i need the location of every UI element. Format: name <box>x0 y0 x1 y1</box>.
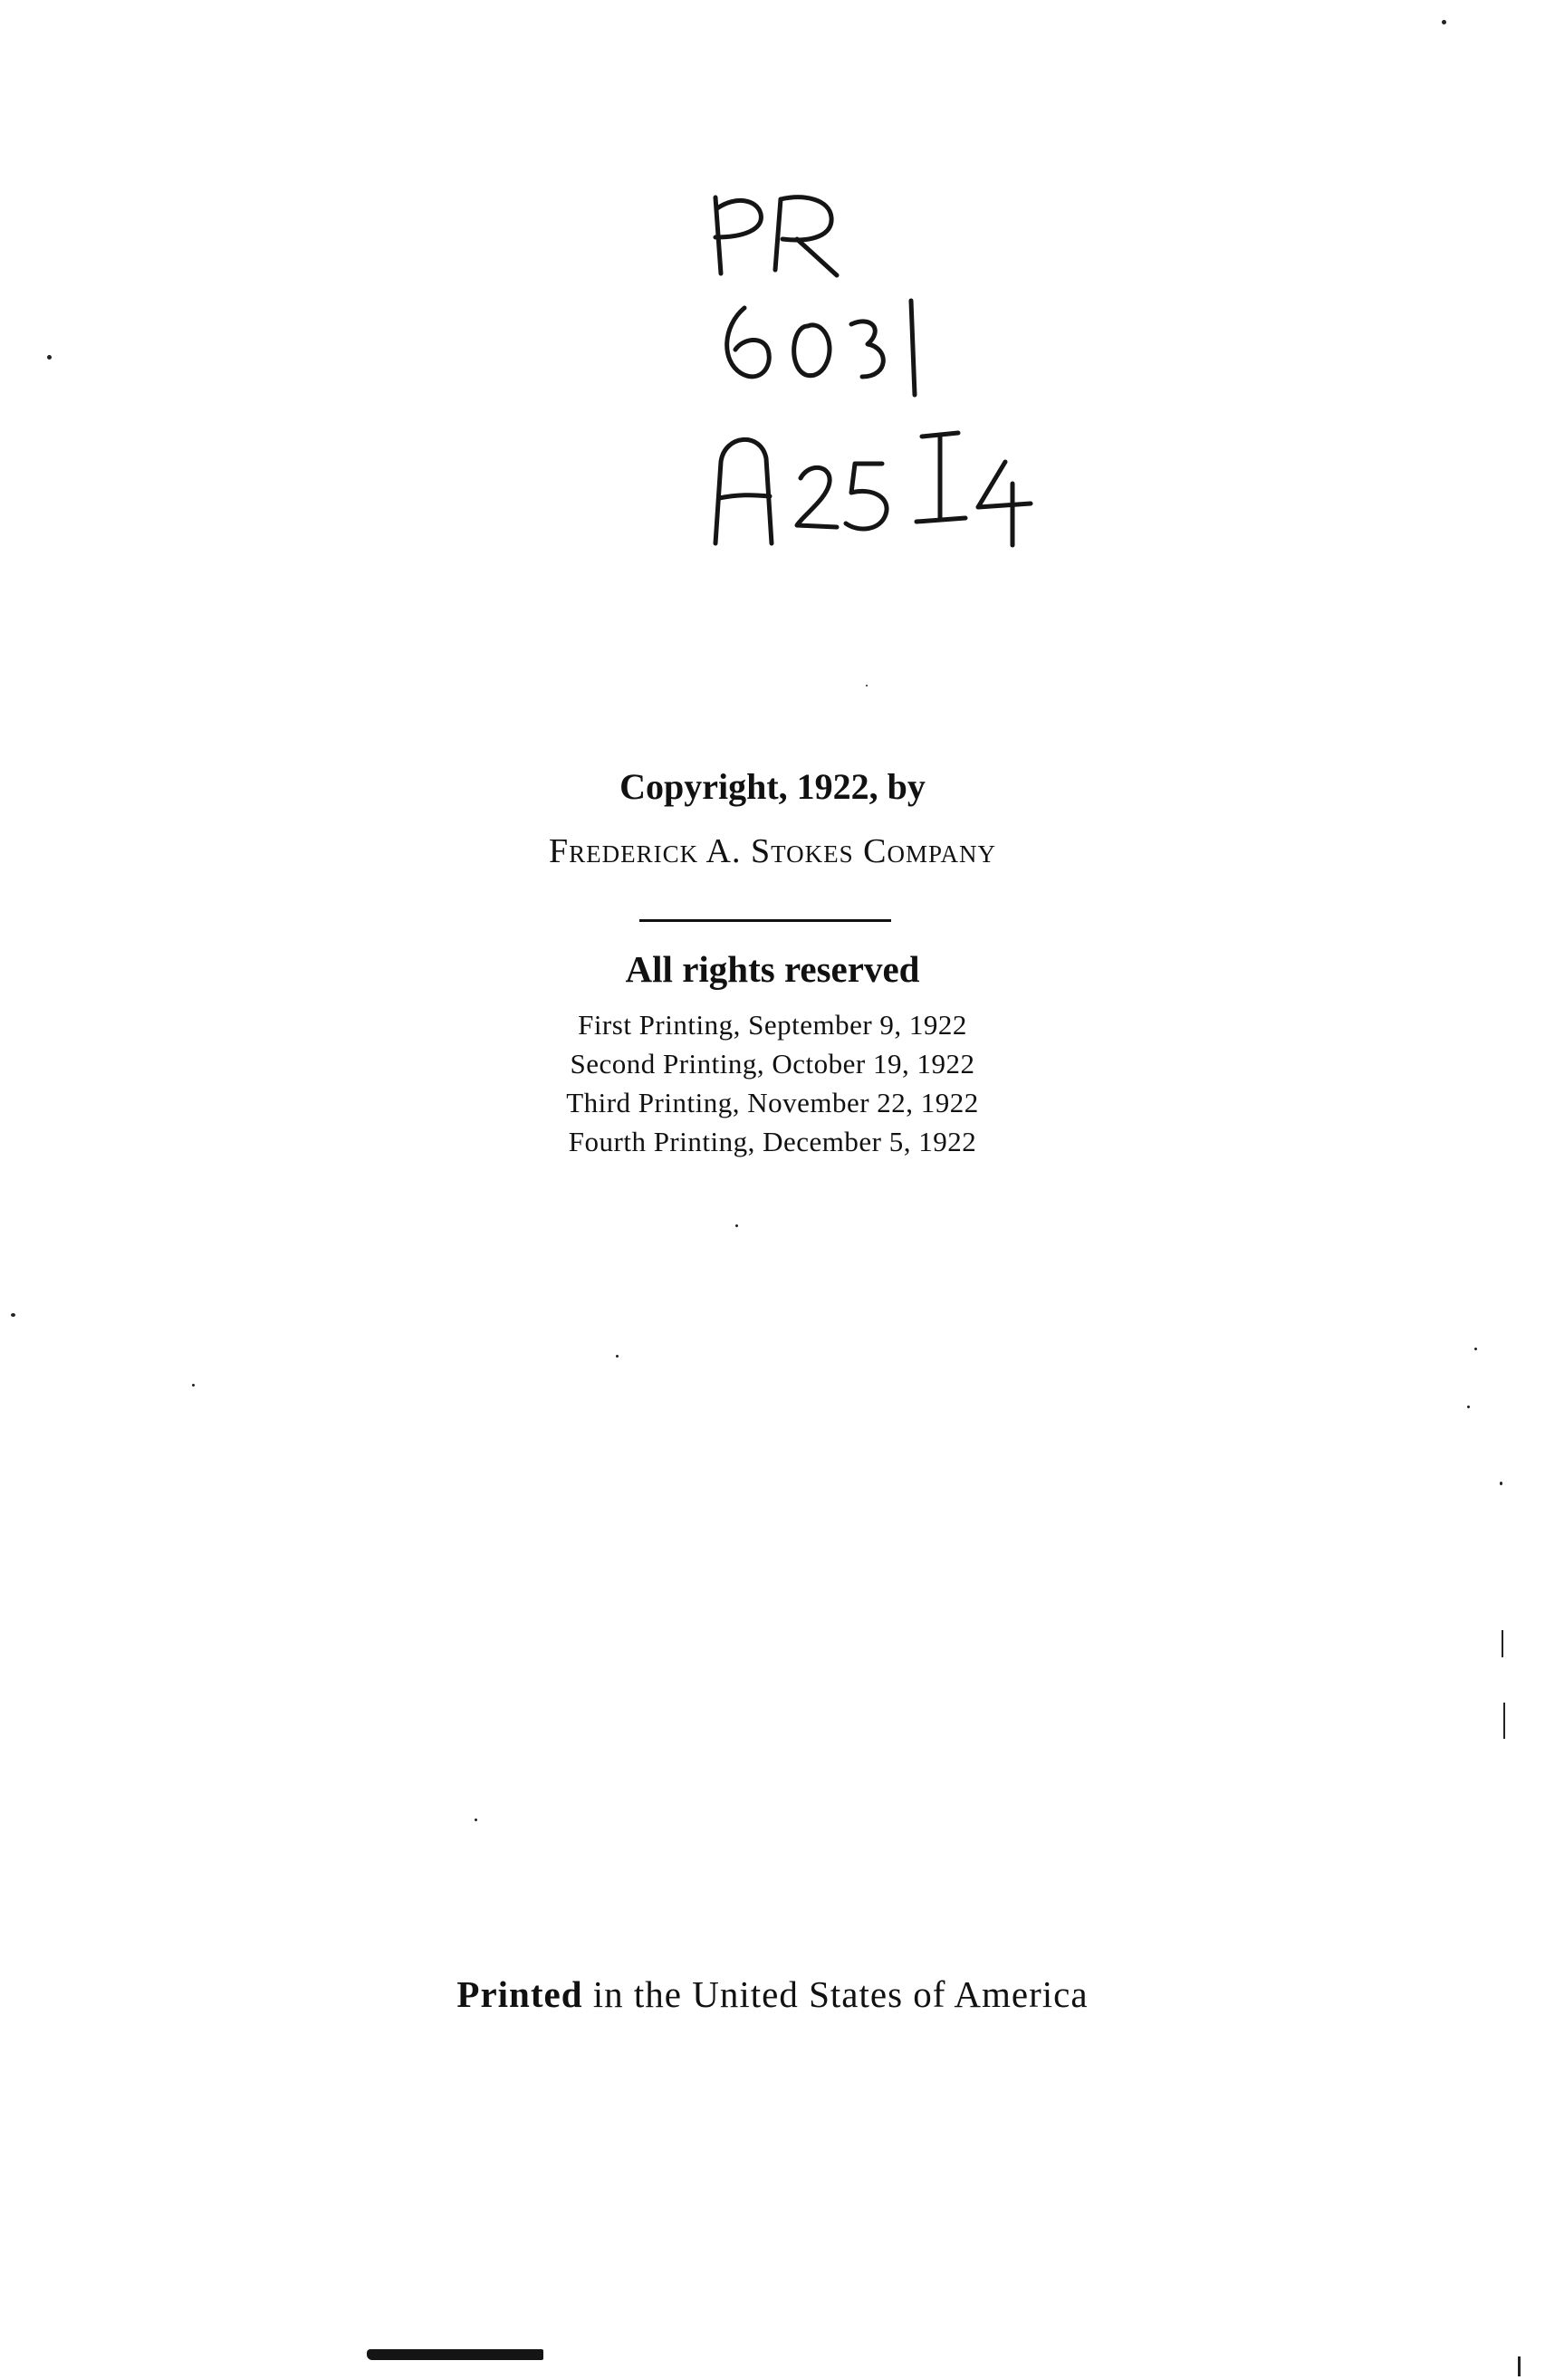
scan-speck <box>866 685 868 686</box>
printing-entry: Fourth Printing, December 5, 1922 <box>568 1126 977 1157</box>
scan-edge-mark <box>1518 2356 1521 2376</box>
printing-entry: Second Printing, October 19, 1922 <box>570 1048 975 1080</box>
scan-speck <box>11 1313 15 1317</box>
scan-edge-mark <box>1502 1630 1503 1657</box>
copyright-line: Copyright, 1922, by <box>619 766 926 807</box>
scan-edge-mark <box>1503 1703 1505 1739</box>
scan-smudge <box>367 2349 543 2360</box>
publisher-name: Frederick A. Stokes Company <box>548 832 996 870</box>
printing-history <box>0 1005 1545 1161</box>
printed-location: in the United States of America <box>582 1973 1089 2015</box>
call-number-handwriting <box>697 190 1123 552</box>
scan-speck <box>1467 1406 1470 1408</box>
rights-reserved: All rights reserved <box>625 948 920 990</box>
scan-speck <box>192 1384 195 1387</box>
divider-rule <box>639 919 891 922</box>
scan-speck <box>475 1819 477 1821</box>
scan-speck <box>1474 1348 1477 1350</box>
scan-speck <box>1500 1482 1502 1485</box>
printed-in-line <box>0 1972 1545 2016</box>
handwritten-call-number <box>697 190 1123 552</box>
printing-entry: Third Printing, November 22, 1922 <box>566 1087 979 1118</box>
printing-entry: First Printing, September 9, 1922 <box>578 1009 967 1041</box>
scan-speck <box>735 1224 738 1227</box>
scan-speck <box>1442 20 1446 24</box>
scan-speck <box>616 1355 619 1358</box>
scan-speck <box>47 355 52 360</box>
printed-word: Printed <box>456 1973 583 2015</box>
